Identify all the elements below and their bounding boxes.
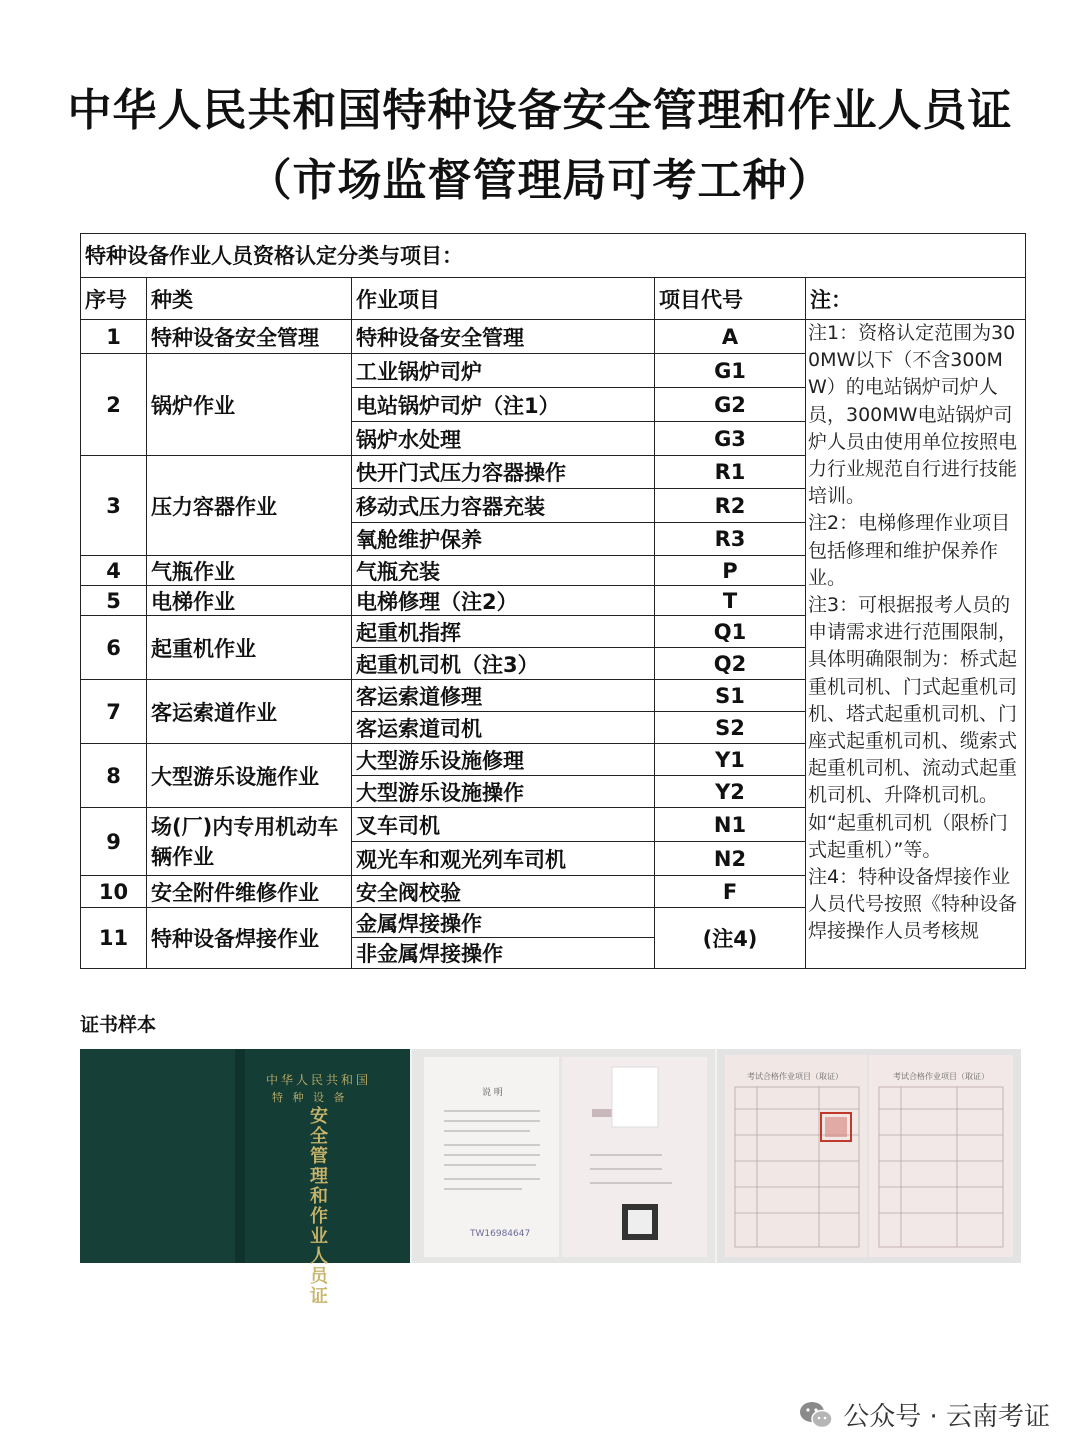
row-item: 客运索道司机	[352, 712, 655, 744]
row-no: 4	[81, 556, 147, 586]
row-item: 快开门式压力容器操作	[352, 456, 655, 489]
row-item: 电梯修理（注2）	[352, 586, 655, 616]
row-code: Y1	[655, 744, 806, 776]
record-heading-left: 考试合格作业项目（取证）	[747, 1072, 843, 1081]
certificate-cover-image	[80, 1049, 410, 1307]
certificate-inner-page-image	[412, 1049, 715, 1263]
row-item: 工业锅炉司炉	[352, 354, 655, 388]
note-3: 注3：可根据报考人员的申请需求进行范围限制，具体明确限制为：桥式起重机司机、门式起重机司机、塔式起重机司机、门座式起重机司机、缆索式起重机司机、流动式起重机司机、升降机司机。如“起重机司机（限桥门式起重机）”等。	[808, 594, 1018, 861]
row-code: G1	[655, 354, 806, 388]
cover-title: 中华人民共和国	[266, 1073, 372, 1087]
row-item: 锅炉水处理	[352, 422, 655, 456]
footer-text: 公众号 · 云南考证	[843, 1402, 1050, 1432]
row-code: A	[655, 320, 806, 354]
note-2: 注2：电梯修理作业项目包括修理和维护保养作业。	[808, 512, 1011, 589]
notes-column	[806, 320, 1026, 968]
row-code: R2	[655, 489, 806, 523]
row-code: Q1	[655, 616, 806, 648]
row-category: 起重机作业	[147, 616, 352, 680]
page-subtitle: （市场监督管理局可考工种）	[247, 155, 833, 206]
row-code: P	[655, 556, 806, 586]
row-no: 7	[81, 680, 147, 744]
row-code: F	[655, 876, 806, 908]
row-category: 特种设备安全管理	[147, 320, 352, 354]
header-item: 作业项目	[352, 278, 655, 320]
cover-vertical-title: 安全管理和作业人员证	[310, 1106, 328, 1307]
row-category: 特种设备焊接作业	[147, 908, 352, 968]
row-no: 11	[81, 908, 147, 968]
certificate-record-page-image	[717, 1049, 1021, 1263]
row-item: 电站锅炉司炉（注1）	[352, 388, 655, 422]
row-code: R3	[655, 523, 806, 556]
footer-watermark	[799, 1396, 1050, 1433]
wechat-icon	[799, 1400, 833, 1430]
row-item: 叉车司机	[352, 808, 655, 842]
row-item: 移动式压力容器充装	[352, 489, 655, 523]
inner-page-serial: TW16984647	[470, 1229, 531, 1239]
row-code: Y2	[655, 776, 806, 808]
row-code: G3	[655, 422, 806, 456]
row-category: 客运索道作业	[147, 680, 352, 744]
row-category: 大型游乐设施作业	[147, 744, 352, 808]
sample-label: 证书样本	[80, 1014, 157, 1036]
header-no: 序号	[81, 278, 147, 320]
row-no: 6	[81, 616, 147, 680]
header-note: 注：	[806, 278, 1025, 320]
header-code: 项目代号	[655, 278, 806, 320]
row-item: 金属焊接操作	[352, 908, 655, 938]
row-code: S1	[655, 680, 806, 712]
record-heading-right: 考试合格作业项目（取证）	[893, 1072, 989, 1081]
inner-page-heading: 说 明	[482, 1088, 503, 1098]
qualification-table	[80, 233, 1026, 969]
row-item: 起重机指挥	[352, 616, 655, 648]
row-code: N2	[655, 842, 806, 876]
row-item: 非金属焊接操作	[352, 938, 655, 968]
row-no: 8	[81, 744, 147, 808]
row-item: 特种设备安全管理	[352, 320, 655, 354]
row-category: 电梯作业	[147, 586, 352, 616]
row-code: T	[655, 586, 806, 616]
row-no: 5	[81, 586, 147, 616]
row-item: 起重机司机（注3）	[352, 648, 655, 680]
certificate-sample-photos	[80, 1049, 1021, 1307]
row-category: 压力容器作业	[147, 456, 352, 556]
row-code: R1	[655, 456, 806, 489]
row-code: S2	[655, 712, 806, 744]
note-1: 注1：资格认定范围为300MW以下（不含300MW）的电站锅炉司炉人员，300MW电站锅炉司炉人员由使用单位按照电力行业规范自行进行技能培训。	[808, 322, 1018, 508]
header-category: 种类	[147, 278, 352, 320]
page-title: 中华人民共和国特种设备安全管理和作业人员证	[67, 85, 1013, 136]
row-code: G2	[655, 388, 806, 422]
row-category: 锅炉作业	[147, 354, 352, 456]
row-no: 9	[81, 808, 147, 876]
row-item: 氧舱维护保养	[352, 523, 655, 556]
table-caption: 特种设备作业人员资格认定分类与项目：	[81, 234, 1025, 278]
row-item: 大型游乐设施修理	[352, 744, 655, 776]
row-code: N1	[655, 808, 806, 842]
row-code-merged: (注4)	[655, 908, 806, 968]
row-item: 客运索道修理	[352, 680, 655, 712]
row-item: 大型游乐设施操作	[352, 776, 655, 808]
row-item: 观光车和观光列车司机	[352, 842, 655, 876]
row-no: 3	[81, 456, 147, 556]
row-no: 2	[81, 354, 147, 456]
row-item: 安全阀校验	[352, 876, 655, 908]
row-code: Q2	[655, 648, 806, 680]
cover-subtitle: 特 种 设 备	[272, 1091, 348, 1104]
row-no: 1	[81, 320, 147, 354]
row-category: 场(厂)内专用机动车辆作业	[147, 808, 352, 876]
row-no: 10	[81, 876, 147, 908]
row-category: 安全附件维修作业	[147, 876, 352, 908]
row-category: 气瓶作业	[147, 556, 352, 586]
note-4: 注4：特种设备焊接作业人员代号按照《特种设备焊接操作人员考核规	[808, 866, 1018, 943]
row-item: 气瓶充装	[352, 556, 655, 586]
